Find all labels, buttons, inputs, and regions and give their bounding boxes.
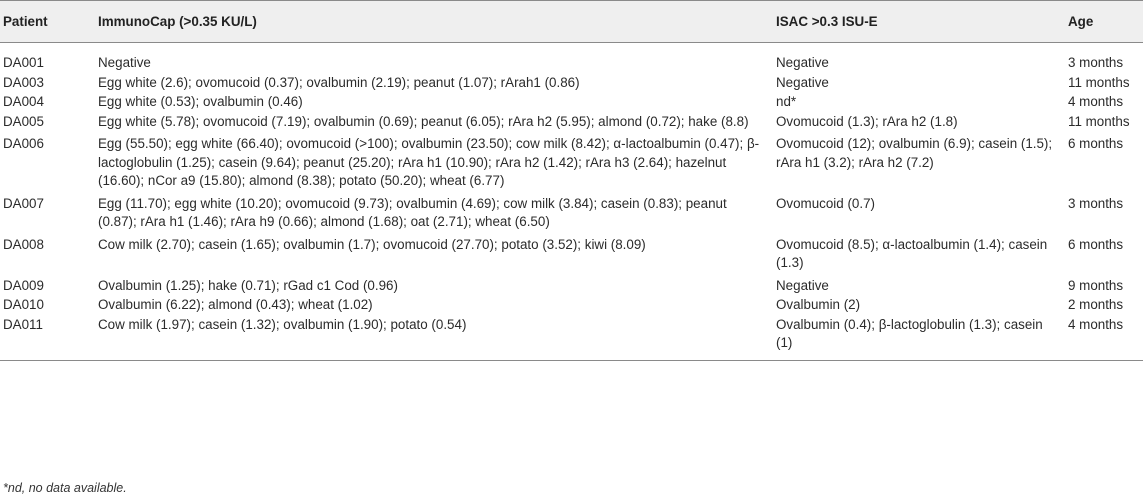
- cell-patient: DA010: [3, 297, 44, 312]
- cell-age: 3 months: [1068, 195, 1124, 211]
- cell-isac: Ovomucoid (1.3); rAra h2 (1.8): [776, 113, 958, 129]
- cell-isac: Negative: [776, 74, 829, 90]
- cell-patient: DA001: [3, 55, 44, 70]
- table-row: [0, 73, 1143, 93]
- cell-patient: DA003: [3, 74, 44, 90]
- cell-immunocap: Egg white (5.78); ovomucoid (7.19); ovalbumin (0.69); peanut (6.05); rAra h2 (5.95); almond (0.72); hake (8.8): [98, 113, 749, 129]
- table-row: [0, 191, 1143, 232]
- cell-immunocap: Egg (55.50); egg white (66.40); ovomucoid (>100); ovalbumin (23.50); cow milk (8.42); α-lactoalbumin (0.47); β-lactoglobulin (1.25); casein (9.64); peanut (25.20); rAra h1 (10.90); rAra h2 (1.42); rAra h3 (2.64); hazelnut (16.60); nCor a9 (15.80); almond (8.38); potato (50.20); wheat (6.77): [98, 136, 760, 188]
- cell-patient: DA006: [3, 136, 44, 151]
- cell-age: 9 months: [1068, 277, 1124, 293]
- cell-age: 4 months: [1068, 316, 1124, 332]
- table-header: [0, 1, 1143, 43]
- cell-patient: DA011: [3, 316, 43, 332]
- cell-isac: Ovomucoid (8.5); α-lactoalbumin (1.4); casein (1.3): [776, 236, 1048, 270]
- cell-isac: Ovomucoid (0.7): [776, 195, 875, 211]
- cell-patient: DA005: [3, 113, 44, 129]
- cell-immunocap: Cow milk (2.70); casein (1.65); ovalbumin (1.7); ovomucoid (27.70); potato (3.52); kiwi (8.09): [98, 236, 646, 252]
- cell-isac: Negative: [776, 55, 829, 70]
- header-age: Age: [1068, 14, 1094, 29]
- cell-isac: Ovalbumin (2): [776, 297, 861, 312]
- table-row: [0, 43, 1143, 73]
- header-patient: Patient: [3, 14, 48, 29]
- cell-isac: Ovalbumin (0.4); β-lactoglobulin (1.3); casein (1): [776, 316, 1043, 350]
- cell-patient: DA008: [3, 236, 44, 252]
- cell-immunocap: Negative: [98, 55, 151, 70]
- header-row: [0, 1, 1143, 43]
- cell-patient: DA007: [3, 195, 44, 211]
- table-row: [0, 232, 1143, 273]
- cell-isac: Ovomucoid (12); ovalbumin (6.9); casein (1.5); rAra h1 (3.2); rAra h2 (7.2): [776, 136, 1053, 170]
- cell-immunocap: Cow milk (1.97); casein (1.32); ovalbumin (1.90); potato (0.54): [98, 316, 467, 332]
- cell-immunocap: Ovalbumin (6.22); almond (0.43); wheat (1.02): [98, 297, 373, 312]
- cell-age: 6 months: [1068, 236, 1124, 252]
- cell-age: 2 months: [1068, 297, 1124, 312]
- table-row: [0, 295, 1143, 315]
- cell-age: 11 months: [1068, 113, 1130, 129]
- header-immunocap: ImmunoCap (>0.35 KU/L): [98, 14, 257, 29]
- cell-immunocap: Ovalbumin (1.25); hake (0.71); rGad c1 Cod (0.96): [98, 277, 398, 293]
- cell-isac: nd*: [776, 94, 797, 109]
- header-isac: ISAC >0.3 ISU-E: [776, 14, 878, 29]
- cell-age: 4 months: [1068, 94, 1124, 109]
- cell-age: 3 months: [1068, 55, 1124, 70]
- table-row: [0, 273, 1143, 296]
- table-body: [0, 43, 1143, 361]
- cell-immunocap: Egg (11.70); egg white (10.20); ovomucoid (9.73); ovalbumin (4.69); cow milk (3.84); casein (0.83); peanut (0.87); rAra h1 (1.46); rAra h9 (0.66); almond (1.68); oat (2.71); wheat (6.50): [98, 195, 727, 229]
- cell-patient: DA009: [3, 277, 44, 293]
- table-row: [0, 112, 1143, 132]
- table-footnote: *nd, no data available.: [3, 481, 127, 495]
- table-row: [0, 315, 1143, 361]
- cell-immunocap: Egg white (0.53); ovalbumin (0.46): [98, 94, 303, 109]
- cell-isac: Negative: [776, 277, 829, 293]
- cell-age: 11 months: [1068, 74, 1130, 90]
- table-row: [0, 92, 1143, 112]
- cell-patient: DA004: [3, 94, 44, 109]
- cell-age: 6 months: [1068, 136, 1124, 151]
- table-row: [0, 131, 1143, 191]
- cell-immunocap: Egg white (2.6); ovomucoid (0.37); ovalbumin (2.19); peanut (1.07); rArah1 (0.86): [98, 74, 580, 90]
